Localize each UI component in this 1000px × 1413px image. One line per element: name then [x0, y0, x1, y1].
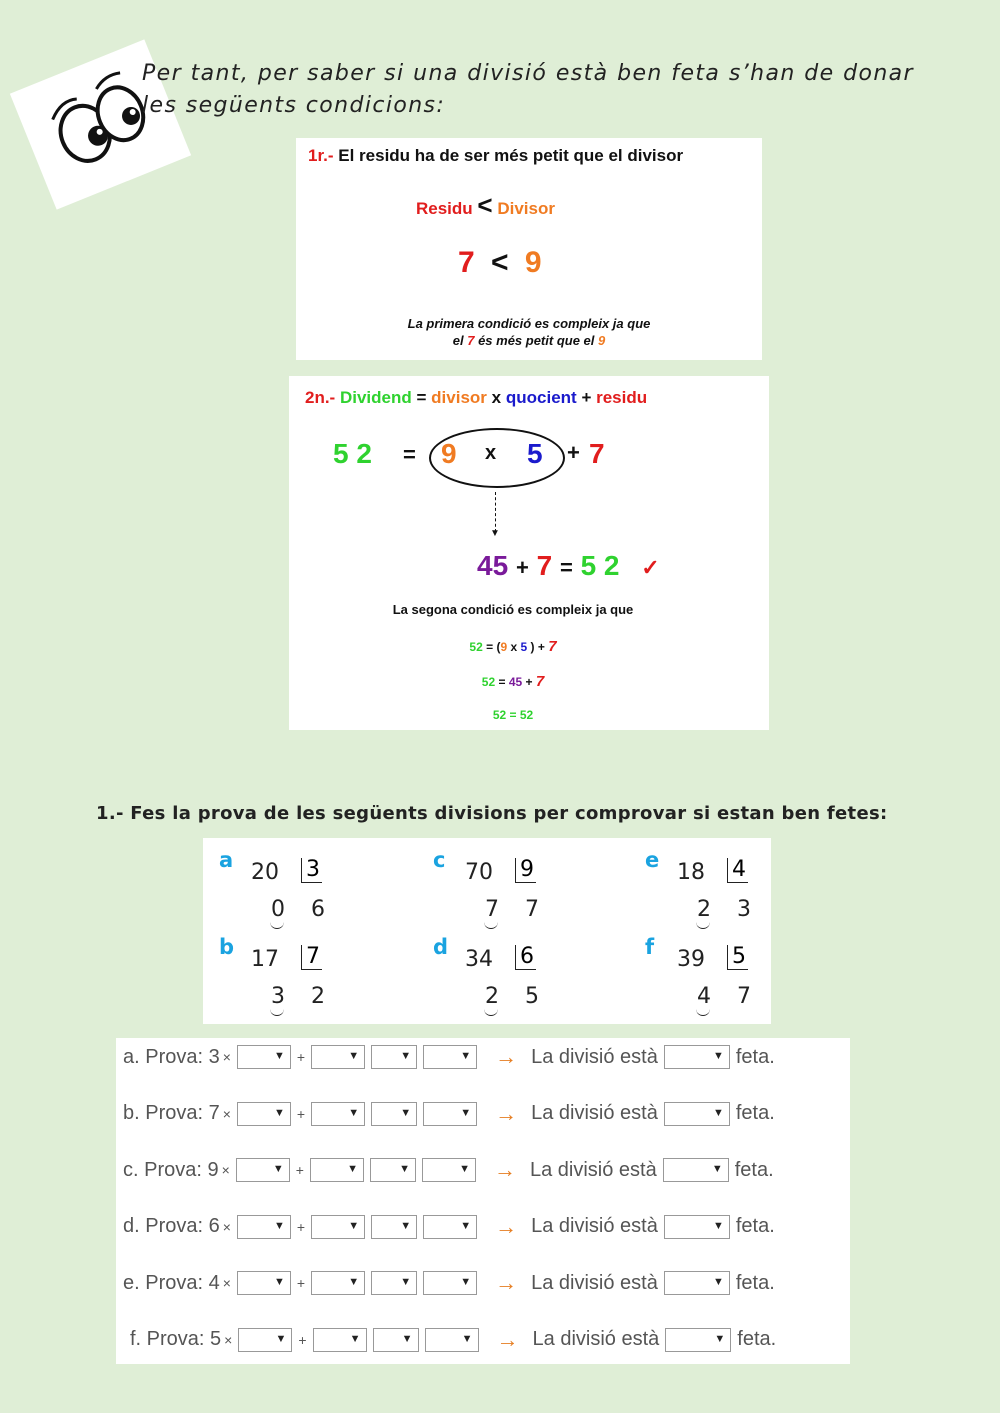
verdict-select[interactable]	[665, 1328, 731, 1352]
dividend-label: Dividend	[339, 388, 412, 407]
quiz-row-1	[123, 1042, 775, 1072]
answer-select-4[interactable]	[423, 1215, 477, 1239]
answer-select-4[interactable]	[422, 1158, 476, 1182]
check-icon: ✓	[641, 555, 660, 580]
dividend: 34	[465, 947, 493, 972]
answer-select-4[interactable]	[425, 1328, 479, 1352]
arrow-head-icon: ▼	[490, 528, 500, 539]
remainder: 2	[485, 984, 499, 1009]
feta-label: feta.	[735, 1102, 775, 1124]
note-line-1: La primera condició es compleix ja que	[407, 316, 651, 331]
result-text: La divisió està	[531, 1045, 658, 1068]
result-45: 45	[477, 550, 509, 581]
divisor: 7	[301, 945, 322, 970]
answer-select-1[interactable]	[236, 1158, 290, 1182]
residu-label: Residu	[416, 199, 473, 218]
quiz-row-4	[123, 1212, 775, 1242]
rule-line	[416, 190, 555, 221]
answer-select-3[interactable]	[371, 1215, 417, 1239]
quotient: 3	[737, 897, 751, 922]
quotient: 7	[737, 984, 751, 1009]
l2-52: 52	[481, 675, 496, 689]
dividend: 39	[677, 947, 705, 972]
times-sign: x	[491, 388, 502, 407]
verdict-select[interactable]	[664, 1045, 730, 1069]
answer-select-1[interactable]	[237, 1215, 291, 1239]
quocient-label: quocient	[505, 388, 577, 407]
l2-45: 45	[508, 675, 523, 689]
prova-label: c. Prova: 9	[123, 1158, 219, 1181]
division-f	[645, 937, 845, 1017]
result-text: La divisió està	[531, 1215, 658, 1237]
smile-mark	[484, 920, 498, 929]
result-7: 7	[536, 550, 553, 581]
prova-label: f. Prova: 5	[130, 1328, 222, 1350]
feta-label: feta.	[737, 1328, 777, 1350]
division-letter: f	[645, 935, 655, 959]
note-line-2	[296, 332, 762, 349]
formula-times: x	[485, 442, 497, 464]
result-equals: =	[559, 555, 573, 580]
verdict-select[interactable]	[663, 1158, 729, 1182]
division-letter: d	[433, 935, 449, 959]
division-c	[433, 850, 633, 930]
quotient: 7	[525, 897, 539, 922]
formula-divisor: 9	[441, 438, 457, 469]
divisor: 5	[727, 945, 748, 970]
condition-1-note	[296, 315, 762, 349]
l1-9: 9	[500, 640, 508, 654]
arrow-icon: →	[493, 1157, 516, 1182]
result-text: La divisió està	[529, 1158, 657, 1181]
answer-select-3[interactable]	[373, 1328, 419, 1352]
quotient: 2	[311, 984, 325, 1009]
result-text: La divisió està	[531, 1271, 658, 1294]
residu-label: residu	[596, 388, 648, 407]
smile-mark	[696, 920, 710, 929]
result-line	[477, 550, 660, 582]
l2-plus: +	[525, 675, 533, 689]
remainder: 4	[697, 984, 711, 1009]
times-sign: ×	[222, 1105, 231, 1122]
plus-sign: +	[296, 1105, 306, 1122]
arrow-icon: →	[495, 1213, 518, 1239]
feta-label: feta.	[735, 1271, 775, 1294]
formula-plus: +	[567, 440, 580, 465]
divisor: 9	[515, 858, 536, 883]
answer-select-1[interactable]	[237, 1102, 291, 1126]
prova-label: a. Prova: 3	[123, 1045, 220, 1068]
exercise-title: 1.- Fes la prova de les següents divisions per comprovar si estan ben fetes:	[96, 803, 888, 824]
remainder: 3	[271, 984, 285, 1009]
arrow-icon: →	[496, 1326, 519, 1352]
answer-select-2[interactable]	[311, 1045, 365, 1069]
condition-1-card	[296, 138, 762, 360]
result-text: La divisió està	[531, 1102, 658, 1124]
smile-mark	[696, 1007, 710, 1016]
divisor: 4	[727, 858, 748, 883]
times-sign: ×	[222, 1049, 231, 1065]
answer-select-1[interactable]	[237, 1271, 291, 1295]
formula-quocient: 5	[527, 438, 543, 469]
division-letter: e	[645, 848, 660, 872]
l1-5: 5	[520, 640, 528, 654]
smile-mark	[270, 1007, 284, 1016]
quotient: 5	[525, 984, 539, 1009]
quiz-row-6	[130, 1325, 776, 1355]
verdict-select[interactable]	[664, 1102, 730, 1126]
answer-select-3[interactable]	[370, 1158, 416, 1182]
divisor-label: divisor	[431, 388, 487, 407]
note-7: 7	[467, 333, 475, 348]
answer-select-2[interactable]	[310, 1158, 364, 1182]
division-d	[433, 937, 633, 1017]
answer-select-3[interactable]	[371, 1045, 417, 1069]
prova-label: d. Prova: 6	[123, 1215, 220, 1237]
answer-select-1[interactable]	[237, 1045, 291, 1069]
result-52: 5 2	[580, 550, 620, 581]
example-lt: <	[491, 246, 509, 279]
answer-select-3[interactable]	[371, 1271, 417, 1295]
proof-line-2	[289, 673, 737, 690]
answer-select-2[interactable]	[311, 1271, 365, 1295]
verdict-select[interactable]	[664, 1271, 730, 1295]
times-sign: ×	[222, 1275, 231, 1291]
divisor-label: Divisor	[497, 199, 555, 218]
division-letter: c	[433, 848, 446, 872]
arrow-icon: →	[495, 1044, 518, 1069]
note-text-a: el	[452, 333, 464, 348]
division-letter: a	[219, 848, 234, 872]
divisor: 6	[515, 945, 536, 970]
dividend: 70	[465, 860, 493, 885]
quotient: 6	[311, 897, 325, 922]
result-text: La divisió està	[532, 1328, 660, 1350]
answer-select-2[interactable]	[313, 1328, 367, 1352]
prova-label: e. Prova: 4	[123, 1271, 220, 1294]
divisions-box	[203, 838, 771, 1024]
answer-select-3[interactable]	[371, 1102, 417, 1126]
proof-line-3: 52 = 52	[492, 708, 534, 722]
quiz-row-5	[123, 1268, 775, 1298]
intro-text: Per tant, per saber si una divisió està ben feta s’han de donar les següents condicions:	[142, 61, 914, 118]
arrow-icon: →	[495, 1270, 518, 1295]
arrow-icon: →	[495, 1100, 518, 1126]
equals-sign: =	[416, 388, 427, 407]
l2-7: 7	[535, 673, 545, 690]
feta-label: feta.	[734, 1158, 774, 1181]
answer-select-1[interactable]	[238, 1328, 292, 1352]
plus-sign: +	[295, 1162, 304, 1178]
condition-2-note: La segona condició es compleix ja que	[392, 602, 634, 617]
example-residu: 7	[458, 246, 475, 279]
quiz-row-3	[123, 1155, 774, 1185]
l1-7: 7	[548, 638, 557, 655]
division-b	[219, 937, 419, 1017]
smile-mark	[270, 920, 284, 929]
verdict-select[interactable]	[664, 1215, 730, 1239]
plus-sign: +	[296, 1218, 306, 1235]
note-9: 9	[598, 333, 606, 348]
formula-equals: =	[403, 442, 416, 467]
l1-x: x	[510, 640, 518, 654]
feta-label: feta.	[735, 1045, 775, 1068]
answer-select-4[interactable]	[423, 1102, 477, 1126]
dividend: 20	[251, 860, 279, 885]
divisor: 3	[301, 858, 322, 883]
plus-sign: +	[298, 1331, 307, 1348]
smile-mark	[484, 1007, 498, 1016]
dividend: 17	[251, 947, 279, 972]
division-e	[645, 850, 845, 930]
condition-2-heading	[305, 388, 647, 408]
l2-eq: =	[498, 675, 506, 689]
remainder: 0	[271, 897, 285, 922]
division-letter: b	[219, 935, 235, 959]
heading-number: 1r.-	[308, 146, 334, 165]
example-divisor: 9	[524, 246, 542, 279]
prova-label: b. Prova: 7	[123, 1102, 220, 1124]
formula-residu: 7	[589, 438, 605, 469]
proof-line-1	[289, 638, 737, 655]
note-text-b: és més petit que el	[478, 333, 595, 348]
remainder: 2	[697, 897, 711, 922]
answer-select-2[interactable]	[311, 1102, 365, 1126]
answer-select-2[interactable]	[311, 1215, 365, 1239]
plus-sign: +	[296, 1049, 306, 1065]
l1-52: 52	[469, 640, 483, 654]
times-sign: ×	[222, 1218, 231, 1235]
l1-rest: ) +	[530, 640, 545, 654]
condition-1-heading	[308, 146, 683, 166]
dashed-arrow	[495, 492, 496, 532]
condition-2-card	[289, 376, 769, 730]
times-sign: ×	[221, 1162, 230, 1178]
quiz-panel	[116, 1038, 850, 1364]
answer-select-4[interactable]	[423, 1045, 477, 1069]
result-plus: +	[515, 555, 529, 580]
quiz-row-2	[123, 1099, 775, 1129]
plus-sign: +	[581, 388, 592, 407]
division-a	[219, 850, 419, 930]
remainder: 7	[485, 897, 499, 922]
formula-dividend: 5 2	[333, 438, 372, 469]
answer-select-4[interactable]	[423, 1271, 477, 1295]
example-line	[458, 246, 542, 280]
dividend: 18	[677, 860, 705, 885]
plus-sign: +	[296, 1275, 306, 1291]
times-sign: ×	[224, 1331, 233, 1348]
less-than-sign: <	[477, 190, 493, 220]
heading-number: 2n.-	[305, 388, 336, 407]
l1-eq: = (	[486, 640, 501, 654]
heading-text: El residu ha de ser més petit que el divisor	[338, 146, 684, 165]
feta-label: feta.	[735, 1215, 775, 1237]
